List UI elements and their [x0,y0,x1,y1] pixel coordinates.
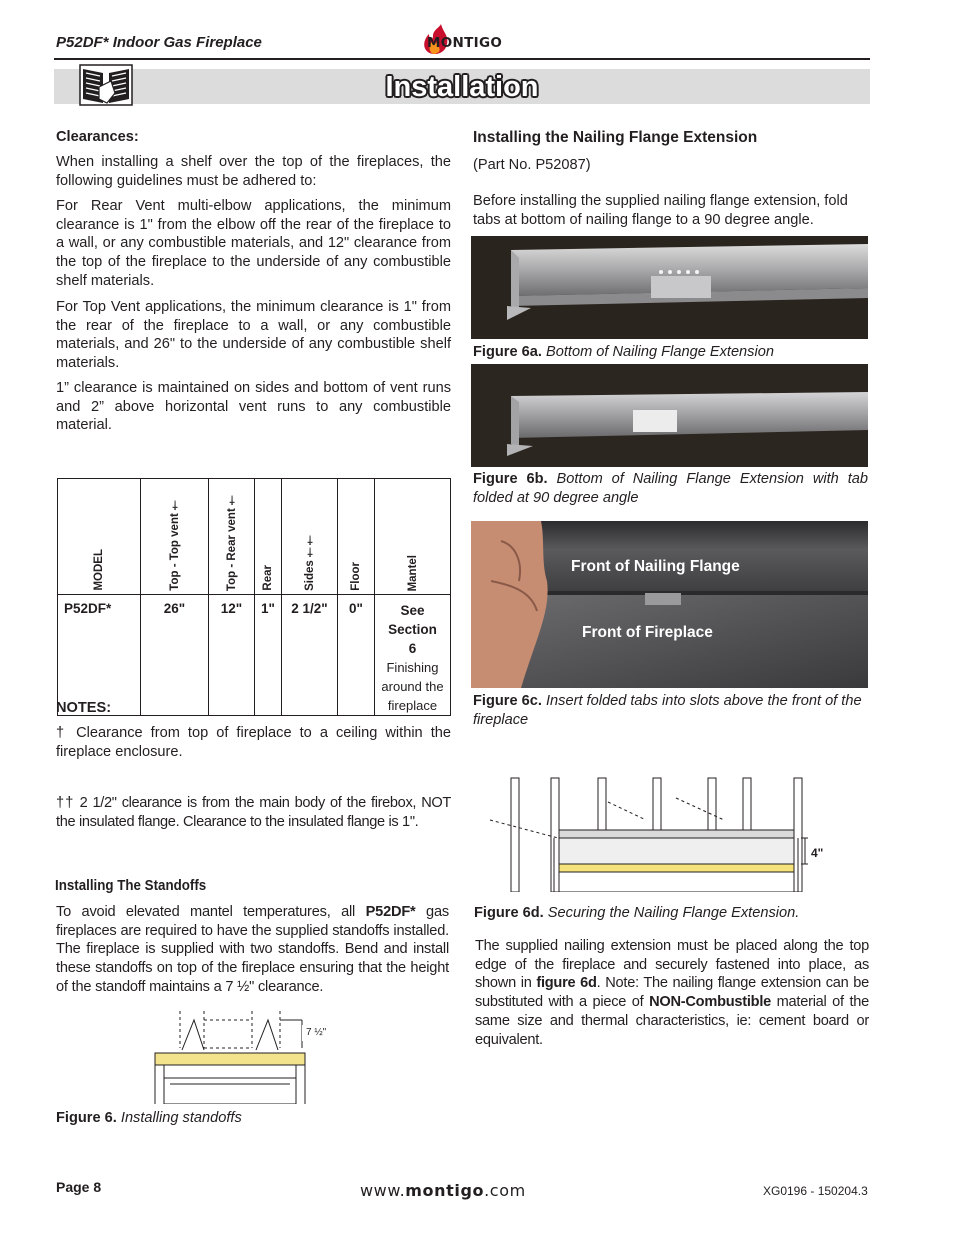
col-model: MODEL [93,549,105,591]
col-top-rear-vent: Top - Rear vent † [225,492,238,591]
brand-logo [419,24,515,56]
closing-text-pre: The supplied nailing extension must be placed along the top edge of the fireplace and securely fastened into place, as shown in [475,938,869,992]
col-floor: Floor [350,562,362,591]
brand-wordmark: MONTIGO [427,35,503,51]
standoffs-text-post: gas fireplaces are required to have the supplied standoffs installed. The fireplace is supplied with two standoffs. Bend and install these standoffs on top of the fireplace ensuring that the height of the standoff maintains a 7 ½" clearance. [56,904,449,995]
closing-non-combustible: NON-Combustible [649,994,772,1011]
mantel-note: Finishing around the fireplace [381,660,444,713]
figure-6-caption [56,1109,242,1128]
nailing-flange-heading: Installing the Nailing Flange Extension [473,129,758,146]
figure-6a-caption [473,343,774,362]
cell-top-rear: 12" [209,595,255,716]
table-row [58,595,451,716]
page-title: Installation [385,71,539,103]
col-sides: Sides †† [303,533,316,591]
clearance-table [57,478,451,716]
figure-6c-label: Figure 6c. [473,693,542,709]
figure-6d-caption [474,904,799,923]
figure-6d-dimension: 4" [811,846,824,860]
figure-6c-text: Insert folded tabs into slots above the front of the fireplace [473,693,862,728]
section-banner [54,69,870,104]
notes-heading: NOTES: [56,700,112,716]
cell-model: P52DF* [58,595,141,716]
figure-6c-photo [471,521,868,688]
figure-6c-caption [473,692,868,730]
closing-text-post: material of the same size and thermal characteristics, ie: cement board or equivalent. [475,994,870,1048]
cell-top-top: 26" [141,595,209,716]
figure-6a-label: Figure 6a. [473,344,542,360]
clearances-paragraph-4: 1” clearance is maintained on sides and bottom of vent runs and 2” above horizontal vent runs to any combustible material. [56,380,451,434]
figure-6-text: Installing standoffs [120,1110,242,1126]
figure-6d-text: Securing the Nailing Flange Extension. [547,905,800,921]
closing-text-mid: . Note: The nailing flange extension can be substituted with a piece of [475,975,870,1011]
figure-6-label: Figure 6. [56,1110,117,1126]
col-rear: Rear [262,565,274,591]
col-mantel: Mantel [406,554,419,591]
clearances-paragraph-2: For Rear Vent multi-elbow applications, the minimum clearance is 1" from the elbow off the rear of the fireplace to a wall, or any combustible materials, and 12" clearance from the top of the fireplace to the underside of any combustible shelf materials. [56,198,451,289]
figure-6a-photo [471,236,868,339]
figure-6c-overlay-flange: Front of Nailing Flange [571,558,740,575]
standoffs-model: P52DF* [365,904,416,920]
note-1: † Clearance from top of fireplace to a ceiling within the fireplace enclosure. [56,725,451,760]
closing-figure-ref: figure 6d [536,975,597,992]
header-rule [54,58,870,60]
figure-6-dimension: 7 ½" [306,1027,327,1038]
figure-6d-flange-drawing [486,776,836,892]
standoffs-paragraph [56,903,449,997]
footer-url-post: .com [484,1181,526,1200]
figure-6c-overlay-fireplace: Front of Fireplace [582,624,713,641]
figure-6-standoffs-drawing [152,1008,332,1104]
document-title: P52DF* Indoor Gas Fireplace [56,34,262,51]
footer-url-pre: www. [360,1181,406,1200]
footer-url-brand: montigo [405,1181,485,1200]
document-code: XG0196 - 150204.3 [763,1184,868,1198]
nailing-flange-closing-paragraph [475,937,869,1049]
nailing-flange-intro: Before installing the supplied nailing flange extension, fold tabs at bottom of nailing flange to a 90 degree angle. [473,193,848,228]
clearances-paragraph-3: For Top Vent applications, the minimum clearance is 1" from the rear of the fireplace to a wall, or any combustible materials, and 26" to the underside of any combustible shelf materials. [56,299,451,372]
figure-6a-text: Bottom of Nailing Flange Extension [546,344,774,360]
cell-sides: 2 1/2" [282,595,338,716]
col-top-top-vent: Top - Top vent † [168,498,181,591]
standoffs-heading: Installing The Standoffs [55,878,207,894]
cell-floor: 0" [338,595,375,716]
figure-6d-label: Figure 6d. [474,905,544,921]
table-header-row [58,479,451,595]
page-number: Page 8 [56,1179,102,1195]
cell-mantel [375,595,451,716]
footer-url [360,1181,526,1200]
standoffs-text-pre: To avoid elevated mantel temperatures, all [56,904,366,920]
figure-6b-caption [473,470,868,508]
figure-6b-photo [471,364,868,467]
note-2: †† 2 1/2" clearance is from the main body of the firebox, NOT the insulated flange. Clearance to the insulated flange is 1". [56,795,451,830]
clearances-heading: Clearances: [56,129,139,145]
figure-6b-label: Figure 6b. [473,471,548,487]
part-number: (Part No. P52087) [473,157,591,173]
clearances-paragraph-1: When installing a shelf over the top of the fireplaces, the following guidelines must be adhered to: [56,154,451,189]
mantel-see-section: See Section 6 [388,603,437,656]
cell-rear: 1" [255,595,282,716]
figure-6b-text: Bottom of Nailing Flange Extension with tab folded at 90 degree angle [473,471,868,506]
